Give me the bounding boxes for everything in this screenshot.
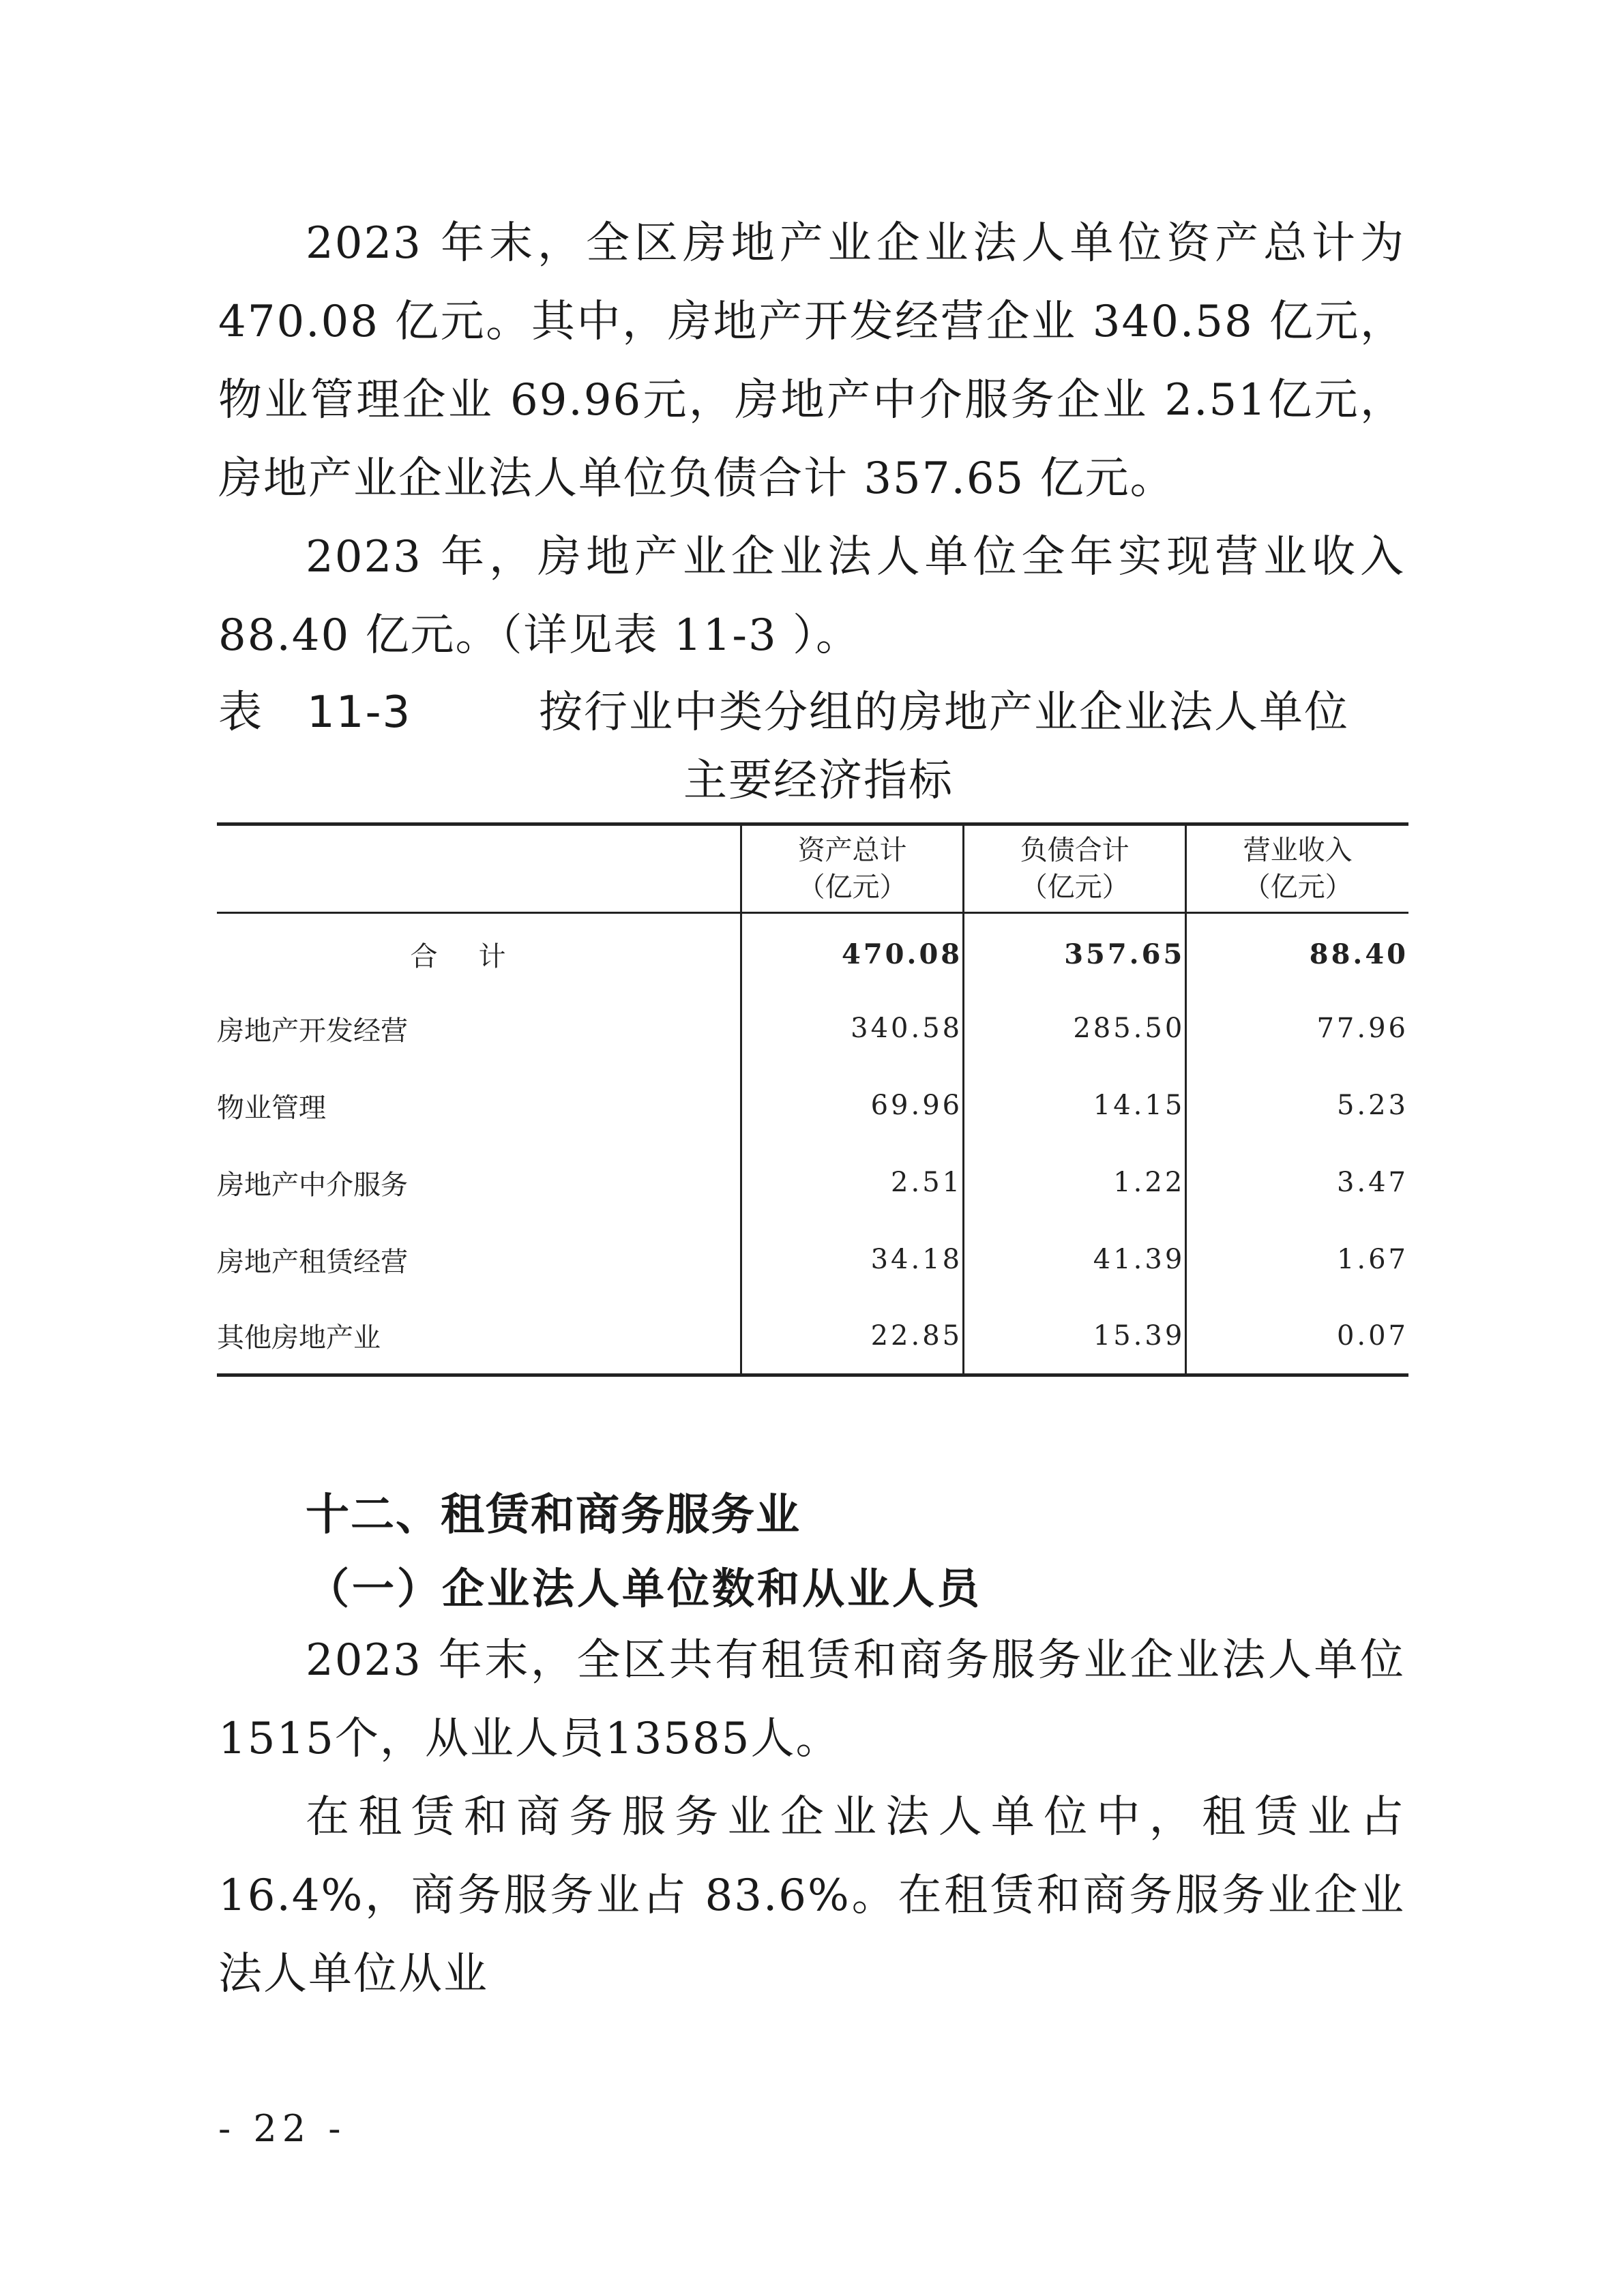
table-row: [217, 1298, 1408, 1375]
row-revenue: 0.07: [1186, 1298, 1408, 1375]
header-total-assets-unit: （亿元）: [797, 871, 907, 903]
table-row: [217, 990, 1408, 1067]
row-liabilities: 285.50: [964, 990, 1186, 1067]
header-operating-revenue-name: 营业收入: [1243, 835, 1353, 866]
table-row: [217, 1144, 1408, 1221]
sub-heading: （一）企业法人单位数和从业人员: [307, 1564, 983, 1613]
row-assets: 22.85: [741, 1298, 963, 1375]
table-number: 11-3: [307, 687, 412, 738]
row-label: 其他房地产业: [217, 1322, 381, 1354]
total-assets-value: 470.08: [741, 913, 963, 990]
table-title-main: 按行业中类分组的房地产业企业法人单位: [539, 687, 1349, 738]
row-label: 房地产开发经营: [217, 1015, 408, 1047]
header-total-liabilities-name: 负债合计: [1020, 835, 1130, 866]
section-heading: 十二、租赁和商务服务业: [306, 1490, 801, 1540]
total-revenue-value: 88.40: [1186, 913, 1408, 990]
row-label: 房地产租赁经营: [217, 1246, 408, 1278]
row-liabilities: 41.39: [964, 1221, 1186, 1298]
table-header-row: [217, 824, 1408, 913]
row-assets: 2.51: [741, 1144, 963, 1221]
row-liabilities: 15.39: [964, 1298, 1186, 1375]
header-operating-revenue: [1186, 824, 1408, 913]
table-row: [217, 1067, 1408, 1144]
paragraph-leasing-share: 在租赁和商务服务业企业法人单位中，租赁业占16.4%，商务服务业占 83.6%。在租赁和商务服务业企业法人单位从业: [218, 1792, 1405, 1999]
total-label: 合计: [410, 941, 547, 973]
header-operating-revenue-unit: （亿元）: [1243, 871, 1353, 903]
row-liabilities: 1.22: [964, 1144, 1186, 1221]
paragraph-real-estate-assets: 2023 年末，全区房地产业企业法人单位资产总计为 470.08 亿元。其中，房地产开发经营企业 340.58 亿元，物业管理企业 69.96元，房地产中介服务企业 2.51亿元，房地产业企业法人单位负债合计 357.65 亿元。: [218, 218, 1405, 504]
row-assets: 34.18: [741, 1221, 963, 1298]
table-title-line2: 主要经济指标: [683, 756, 954, 806]
row-label: 房地产中介服务: [217, 1169, 408, 1201]
header-total-liabilities-unit: （亿元）: [1020, 871, 1130, 903]
row-revenue: 1.67: [1186, 1221, 1408, 1298]
table-title-line1: [218, 682, 1405, 743]
page-number: - 22 -: [218, 2107, 346, 2150]
row-assets: 69.96: [741, 1067, 963, 1144]
header-total-assets: [741, 824, 963, 913]
row-revenue: 3.47: [1186, 1144, 1408, 1221]
row-label: 物业管理: [217, 1092, 326, 1124]
table-row: [217, 1221, 1408, 1298]
row-revenue: 5.23: [1186, 1067, 1408, 1144]
economic-indicators-table: [217, 822, 1408, 1377]
row-liabilities: 14.15: [964, 1067, 1186, 1144]
row-revenue: 77.96: [1186, 990, 1408, 1067]
table-total-row: [217, 913, 1408, 990]
header-total-assets-name: 资产总计: [797, 835, 907, 866]
header-empty-cell: [217, 824, 741, 913]
table-label-prefix: 表: [218, 687, 263, 738]
row-assets: 340.58: [741, 990, 963, 1067]
total-liabilities-value: 357.65: [964, 913, 1186, 990]
paragraph-real-estate-revenue: 2023 年，房地产业企业法人单位全年实现营业收入 88.40 亿元。（详见表 11-3 ）。: [218, 532, 1405, 661]
paragraph-leasing-units: 2023 年末，全区共有租赁和商务服务业企业法人单位1515个，从业人员13585人。: [218, 1635, 1405, 1764]
header-total-liabilities: [964, 824, 1186, 913]
